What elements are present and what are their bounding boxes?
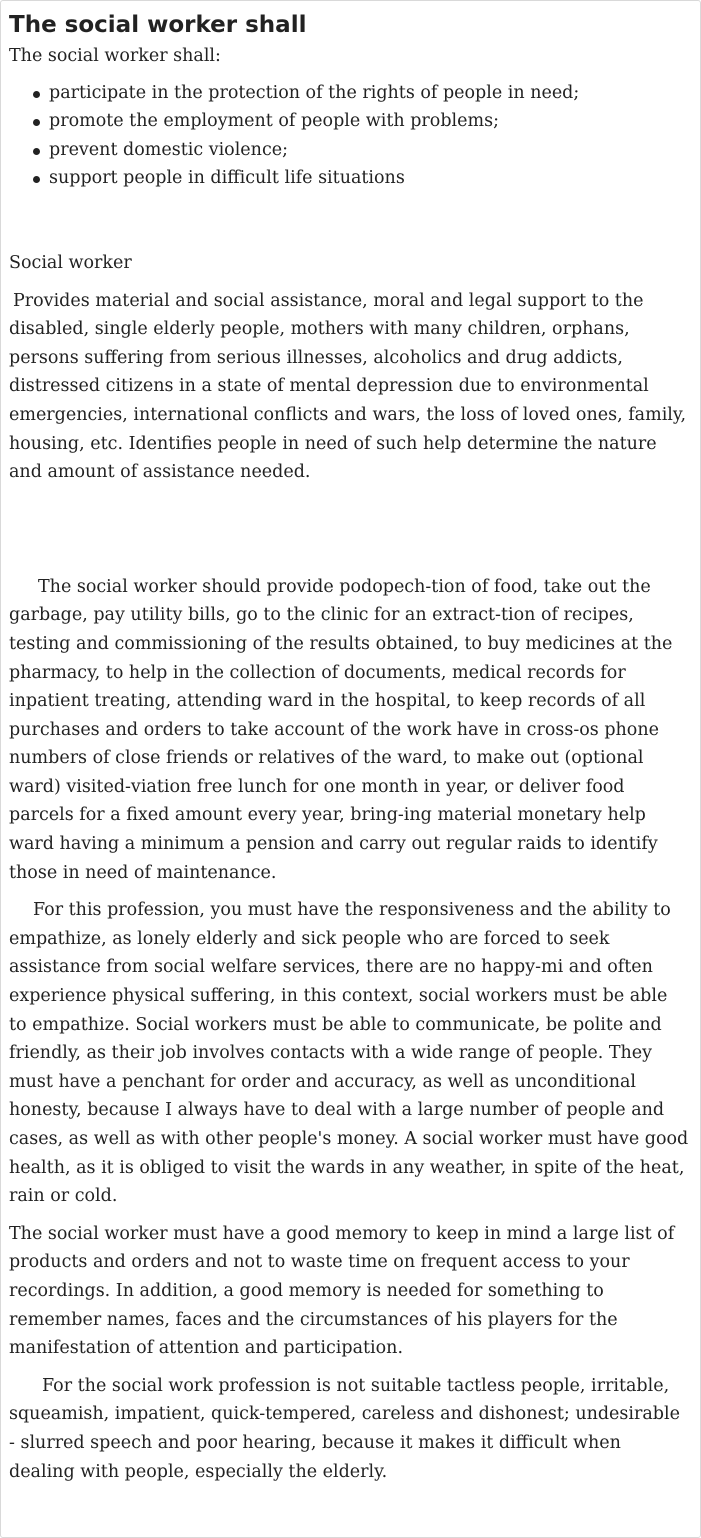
article-heading: The social worker shall: [9, 12, 307, 38]
paragraph-memory: The social worker must have a good memory to keep in mind a large list of products and orders and not to waste time on frequent access to your recordings. In addition, a good memory is needed for something to remember names, faces and the circumstances of his players for the manifestation of attention and participation.: [9, 1223, 675, 1359]
paragraph-duties: The social worker should provide podopech-tion of food, take out the garbage, pay utility bills, go to the clinic for an extract-tion of recipes, testing and commissioning of the results obtained, to buy medicines at the pharmacy, to help in the collection of documents, medical records for inpatient treating, attending ward in the hospital, to keep records of all purchases and orders to take account of the work have in cross-os phone numbers of close friends or relatives of the ward, to make out (optional ward) visited-viation free lunch for one month in year, or deliver food parcels for a fixed amount every year, bring-ing material monetary help ward having a minimum a pension and carry out regular raids to identify those in need of maintenance.: [9, 576, 673, 883]
spacer: [9, 1363, 690, 1372]
spacer: [9, 278, 690, 287]
duties-list: [9, 79, 690, 193]
list-item: promote the employment of people with problems;: [49, 107, 690, 136]
section-subheading: Social worker: [9, 252, 132, 273]
list-item: participate in the protection of the rights of people in need;: [49, 79, 690, 108]
paragraph-assistance: Provides material and social assistance, moral and legal support to the disabled, single elderly people, mothers with many children, orphans, persons suffering from serious illnesses, alcoholics and drug addicts, distressed citizens in a state of mental depression due to environmental emergencies, international conflicts and wars, the loss of loved ones, family, housing, etc. Identifies people in need of such help determine the nature and amount of assistance needed.: [9, 290, 687, 483]
spacer: [9, 193, 690, 249]
paragraph-qualities: For this profession, you must have the responsiveness and the ability to empathize, as lonely elderly and sick people who are forced to seek assistance from social welfare services, there are no happy-mi and often experience physical suffering, in this context, social workers must be able to empathize. Social workers must be able to communicate, be polite and friendly, as their job involves contacts with a wide range of people. They must have a penchant for order and accuracy, as well as unconditional honesty, because I always have to deal with a large number of people and cases, as well as with other people's money. A social worker must have good health, as it is obliged to visit the wards in any weather, in spite of the heat, rain or cold.: [9, 900, 689, 1207]
spacer: [9, 1211, 690, 1220]
list-item: prevent domestic violence;: [49, 136, 690, 165]
intro-text: The social worker shall:: [9, 46, 221, 66]
spacer: [9, 887, 690, 896]
paragraph-unsuitable: For the social work profession is not suitable tactless people, irritable, squeamish, impatient, quick-tempered, careless and dishonest; undesirable - slurred speech and poor hearing, because it makes it difficult when dealing with people, especially the elderly.: [9, 1375, 680, 1482]
spacer: [9, 487, 690, 573]
list-item: support people in difficult life situations: [49, 164, 690, 193]
